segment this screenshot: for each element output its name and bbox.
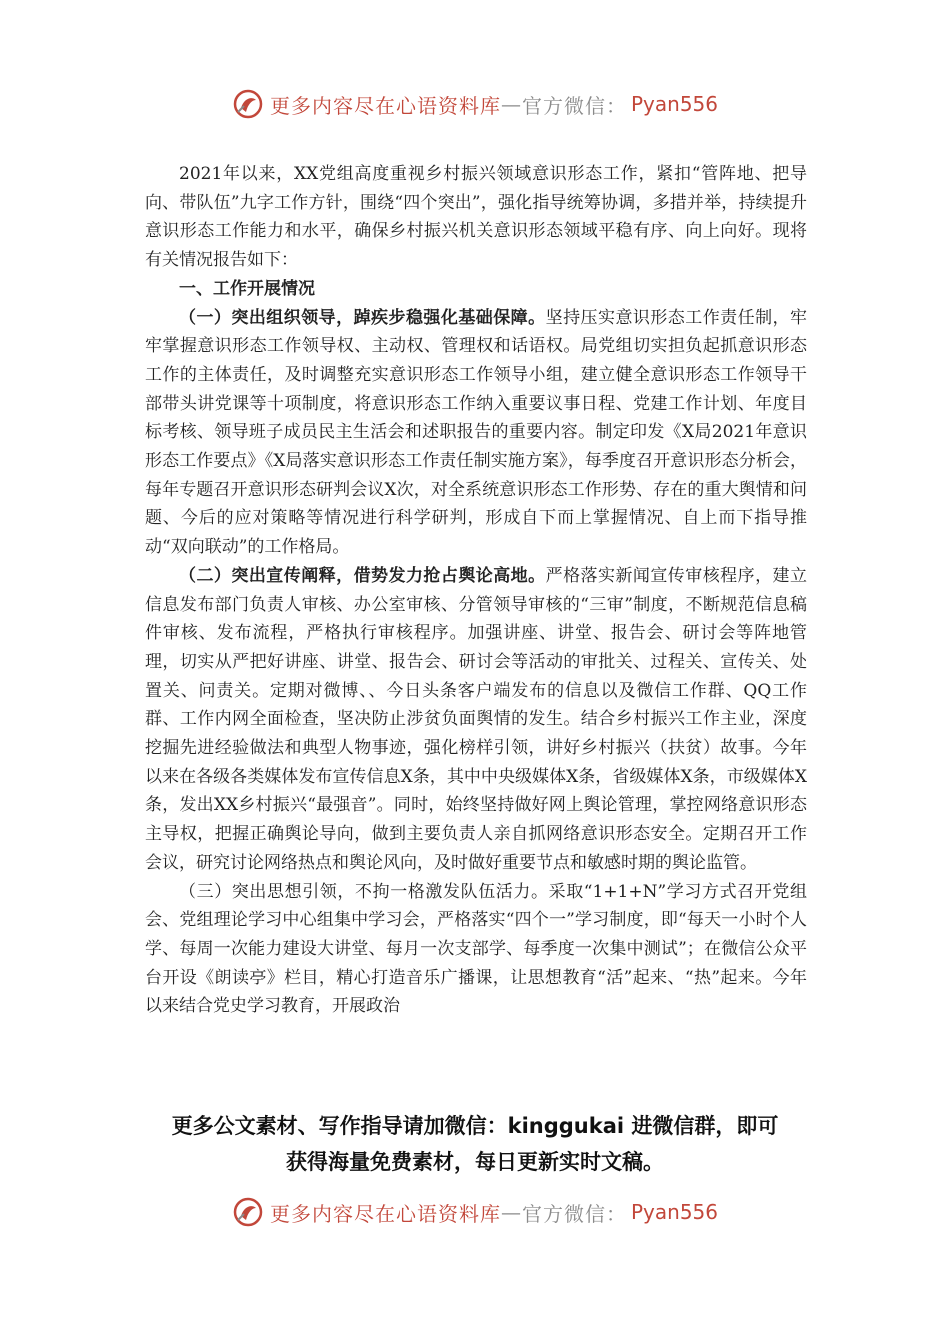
section-heading: 一、工作开展情况 [179, 278, 315, 299]
item2-paragraph [145, 562, 807, 878]
brand-logo-icon [232, 1196, 264, 1228]
brand-logo-icon [232, 88, 264, 120]
item1-title: （一）突出组织领导，踔疾步稳强化基础保障。 [179, 307, 546, 328]
watermark-dash: — [500, 1200, 522, 1224]
item1-paragraph [145, 304, 807, 562]
watermark-label: 官方微信： [521, 1201, 627, 1226]
item3-paragraph: （三）突出思想引领，不拘一格激发队伍活力。采取“1+1+N”学习方式召开党组会、党组理论学习中心组集中学习会，严格落实“四个一”学习制度，即“每天一小时个人学、每周一次能力建设大讲堂、每月一次支部学、每季度一次集中测试”；在微信公众平台开设《朗读亭》栏目，精心打造音乐广播课，让思想教育“活”起来、“热”起来。今年以来结合党史学习教育，开展政治 [145, 881, 807, 1017]
watermark-brand: 更多内容尽在心语资料库 [269, 93, 501, 118]
item2-body: 严格落实新闻宣传审核程序，建立信息发布部门负责人审核、办公室审核、分管领导审核的“三审”制度，不断规范信息稿件审核、发布流程，严格执行审核程序。加强讲座、讲堂、报告会、研讨会等阵地管理，切实从严把好讲座、讲堂、报告会、研讨会等活动的审批关、过程关、宣传关、处置关、问责关。定期对微博、、今日头条客户端发布的信息以及微信工作群、QQ工作群、工作内网全面检查，坚决防止涉贫负面舆情的发生。结合乡村振兴工作主业，深度挖掘先进经验做法和典型人物事迹，强化榜样引领，讲好乡村振兴（扶贫）故事。今年以来在各级各类媒体发布宣传信息X条，其中中央级媒体X条，省级媒体X条，市级媒体X条，发出XX乡村振兴“最强音”。同时，始终坚持做好网上舆论管理，掌控网络意识形态主导权，把握正确舆论导向，做到主要负责人亲自抓网络意识形态安全。定期召开工作会议，研究讨论网络热点和舆论风向，及时做好重要节点和敏感时期的舆论监管。 [145, 565, 808, 873]
watermark-id: Pyan556 [630, 1200, 718, 1224]
intro-paragraph: 2021年以来，XX党组高度重视乡村振兴领域意识形态工作，紧扣“管阵地、把导向、带队伍”九字工作方针，围绕“四个突出”，强化指导统筹协调，多措并举，持续提升意识形态工作能力和水平，确保乡村振兴机关意识形态领域平稳有序、向上向好。现将有关情况报告如下： [145, 164, 807, 271]
promo-line-2: 获得海量免费素材，每日更新实时文稿。 [286, 1150, 664, 1174]
promo-notice [0, 1108, 950, 1180]
document-body [145, 160, 807, 1021]
item2-title: （二）突出宣传阐释，借势发力抢占舆论高地。 [179, 565, 546, 586]
footer-watermark [0, 1192, 950, 1232]
watermark-id: Pyan556 [630, 92, 718, 116]
promo-line-1: 更多公文素材、写作指导请加微信：kinggukai 进微信群，即可 [171, 1114, 779, 1138]
watermark-label: 官方微信： [521, 93, 627, 118]
header-watermark [0, 84, 950, 124]
watermark-brand: 更多内容尽在心语资料库 [269, 1201, 501, 1226]
watermark-dash: — [500, 92, 522, 116]
item1-body: 坚持压实意识形态工作责任制，牢牢掌握意识形态工作领导权、主动权、管理权和话语权。局党组切实担负起抓意识形态工作的主体责任，及时调整充实意识形态工作领导小组，建立健全意识形态工作领导干部带头讲党课等十项制度，将意识形态工作纳入重要议事日程、党建工作计划、年度目标考核、领导班子成员民主生活会和述职报告的重要内容。制定印发《X局2021年意识形态工作要点》《X局落实意识形态工作责任制实施方案》，每季度召开意识形态分析会，每年专题召开意识形态研判会议X次，对全系统意识形态工作形势、存在的重大舆情和问题、今后的应对策略等情况进行科学研判，形成自下而上掌握情况、自上而下指导推动“双向联动”的工作格局。 [145, 307, 808, 558]
